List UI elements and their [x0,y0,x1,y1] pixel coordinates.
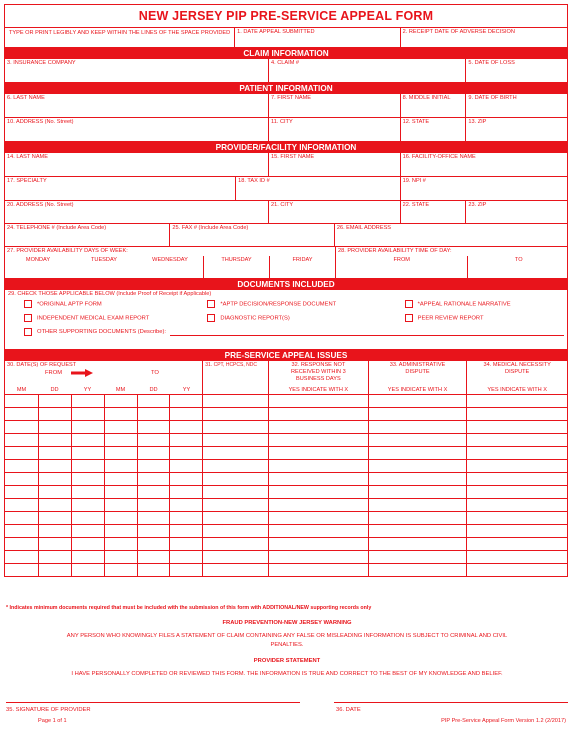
issue-cell[interactable] [137,564,170,576]
issue-cell[interactable] [169,473,202,485]
issue-cell[interactable] [268,564,368,576]
issue-cell[interactable] [104,486,137,498]
issue-cell[interactable] [38,434,71,446]
issue-cell[interactable] [466,408,567,420]
issue-cell[interactable] [104,460,137,472]
patient-first-name-field[interactable]: 7. FIRST NAME [268,94,400,117]
checkbox-original-aptp[interactable] [24,300,32,308]
issue-cell[interactable] [368,538,467,550]
label-appeal-rationale: *APPEAL RATIONALE NARRATIVE [417,301,511,308]
label-original-aptp: *ORIGINAL APTP FORM [37,301,102,308]
issue-cell[interactable] [368,525,467,537]
fraud-warning-text-2: PENALTIES. [270,642,304,648]
issue-cell[interactable] [38,395,71,407]
issue-cell[interactable] [368,408,467,420]
issue-cell[interactable] [5,499,38,511]
label-peer-review: PEER REVIEW REPORT [417,315,484,322]
issue-cell[interactable] [169,564,202,576]
issue-row [5,472,567,485]
issue-cell[interactable] [5,408,38,420]
issue-cell[interactable] [104,447,137,459]
issue-row [5,433,567,446]
issue-cell[interactable] [5,395,38,407]
day-thursday[interactable]: THURSDAY [203,256,269,278]
issue-cell[interactable] [5,434,38,446]
issue-cell[interactable] [466,447,567,459]
day-tuesday[interactable]: TUESDAY [90,257,117,263]
issue-row [5,537,567,550]
issue-cell[interactable] [268,447,368,459]
issue-cell[interactable] [202,447,268,459]
label-diagnostic-reports: DIAGNOSTIC REPORT(S) [220,315,290,322]
arrow-right-icon [71,369,93,377]
issue-cell[interactable] [368,473,467,485]
documents-checklist [5,289,567,349]
claim-number-field[interactable]: 4. CLAIM # [268,59,465,82]
provider-facility-heading: PROVIDER/FACILITY INFORMATION [5,141,567,152]
provider-address-field[interactable]: 20. ADDRESS (No. Street) [7,202,74,208]
issue-cell[interactable] [466,434,567,446]
issue-cell[interactable] [5,486,38,498]
issue-cell[interactable] [137,447,170,459]
issue-row [5,459,567,472]
issue-cell[interactable] [202,486,268,498]
issue-cell[interactable] [202,434,268,446]
issue-cell[interactable] [5,512,38,524]
yes-indicate-34: YES INDICATE WITH X [487,387,547,393]
response-not-received-header [268,361,368,394]
label-other-documents: OTHER SUPPORTING DOCUMENTS (Describe): [37,329,167,335]
issue-cell[interactable] [169,486,202,498]
date-appeal-submitted-field[interactable]: 1. DATE APPEAL SUBMITTED [234,28,399,47]
issue-cell[interactable] [137,421,170,433]
issue-cell[interactable] [202,551,268,563]
issue-cell[interactable] [368,499,467,511]
signature-label: 35. SIGNATURE OF PROVIDER [6,707,91,713]
issue-cell[interactable] [202,525,268,537]
issue-row [5,407,567,420]
form-title: NEW JERSEY PIP PRE-SERVICE APPEAL FORM [138,9,434,23]
medical-necessity-header [466,361,567,394]
day-monday[interactable]: MONDAY [25,257,51,263]
issue-cell[interactable] [368,421,467,433]
administrative-dispute-header [368,361,467,394]
col-dd-to: DD [149,387,158,393]
provider-zip-field[interactable]: 23. ZIP [465,201,567,223]
issue-cell[interactable] [38,421,71,433]
issue-cell[interactable] [202,460,268,472]
issue-cell[interactable] [268,408,368,420]
issue-cell[interactable] [169,551,202,563]
issue-cell[interactable] [268,499,368,511]
issue-cell[interactable] [71,408,104,420]
patient-middle-initial-field[interactable]: 8. MIDDLE INITIAL [400,94,466,117]
label-ime-report: INDEPENDENT MEDICAL EXAM REPORT [37,315,150,322]
issue-cell[interactable] [137,460,170,472]
date-of-loss-field[interactable]: 5. DATE OF LOSS [465,59,567,82]
issue-cell[interactable] [104,564,137,576]
issue-cell[interactable] [368,460,467,472]
fraud-warning-text-1: ANY PERSON WHO KNOWINGLY FILES A STATEMENT OF CLAIM CONTAINING ANY FALSE OR MISLEADING INFORMATION IS SUBJECT TO CRIMINAL AND CIVIL [66,633,508,639]
issue-cell[interactable] [202,499,268,511]
issue-cell[interactable] [137,525,170,537]
provider-statement-text: I HAVE PERSONALLY COMPLETED OR REVIEWED THIS FORM. THE INFORMATION IS TRUE AND CORRECT TO THE BEST OF MY KNOWLEDGE AND BELIEF. [71,671,503,677]
issue-cell[interactable] [466,473,567,485]
issue-cell[interactable] [202,538,268,550]
required-documents-note: * Indicates minimum documents required that must be included with the submission of this form with ADDITIONAL/NEW supporting records only [6,605,372,611]
issue-cell[interactable] [268,460,368,472]
issue-cell[interactable] [104,512,137,524]
to-label: TO [151,370,159,376]
issue-row [5,498,567,511]
issue-cell[interactable] [5,473,38,485]
issue-cell[interactable] [466,395,567,407]
issue-row [5,563,567,576]
issue-cell[interactable] [5,460,38,472]
documents-instructions: 29. CHECK THOSE APPLICABLE BELOW (Include Proof of Receipt if Applicable) [8,291,212,297]
fax-field[interactable]: 25. FAX # (Include Area Code) [169,224,333,246]
issue-cell[interactable] [466,499,567,511]
issue-row [5,550,567,563]
issue-cell[interactable] [5,538,38,550]
response-not-received-label: 32. RESPONSE NOT RECEIVED WITHIN 3 BUSINESS DAYS [291,362,346,382]
time-from-field[interactable]: FROM [393,257,410,263]
date-line[interactable] [334,702,568,703]
issue-row [5,420,567,433]
issue-cell[interactable] [104,499,137,511]
appeal-issues-heading: PRE-SERVICE APPEAL ISSUES [5,349,567,360]
availability-time-label: 28. PROVIDER AVAILABILITY TIME OF DAY: [338,248,452,254]
issue-cell[interactable] [104,434,137,446]
issue-cell[interactable] [38,564,71,576]
issue-cell[interactable] [169,538,202,550]
issue-cell[interactable] [38,473,71,485]
checkbox-diagnostic-reports[interactable] [207,314,215,322]
issue-cell[interactable] [368,512,467,524]
issue-cell[interactable] [104,525,137,537]
medical-necessity-label: 34. MEDICAL NECESSITY DISPUTE [483,362,551,375]
col-mm-to: MM [115,387,126,393]
issue-cell[interactable] [202,512,268,524]
patient-information-heading: PATIENT INFORMATION [5,82,567,93]
availability-time-group [335,247,569,278]
yes-indicate-33: YES INDICATE WITH X [387,387,448,393]
issue-cell[interactable] [169,460,202,472]
issue-cell[interactable] [71,538,104,550]
checkbox-aptp-decision[interactable] [207,300,215,308]
patient-last-name-field[interactable]: 6. LAST NAME [7,95,45,101]
issue-cell[interactable] [368,447,467,459]
issue-cell[interactable] [466,564,567,576]
issue-cell[interactable] [268,486,368,498]
issue-cell[interactable] [38,486,71,498]
from-label: FROM [45,370,63,376]
checkbox-appeal-rationale[interactable] [405,300,413,308]
issue-cell[interactable] [38,460,71,472]
issue-row [5,394,567,407]
col-yy-from: YY [83,387,92,393]
provider-state-field[interactable]: 22. STATE [400,201,466,223]
issue-row [5,446,567,459]
patient-zip-field[interactable]: 13. ZIP [465,118,567,141]
issue-cell[interactable] [104,395,137,407]
issue-row [5,511,567,524]
documents-included-heading: DOCUMENTS INCLUDED [5,278,567,289]
issue-cell[interactable] [368,551,467,563]
issue-cell[interactable] [5,421,38,433]
other-documents-line[interactable] [170,328,564,336]
provider-first-name-field[interactable]: 15. FIRST NAME [268,153,400,176]
issue-cell[interactable] [71,447,104,459]
issue-cell[interactable] [137,434,170,446]
issue-cell[interactable] [368,564,467,576]
time-to-field[interactable]: TO [467,256,569,278]
issue-cell[interactable] [71,486,104,498]
patient-city-field[interactable]: 11. CITY [268,118,400,141]
provider-last-name-field[interactable]: 14. LAST NAME [7,154,48,160]
availability-days-group [5,247,335,278]
issues-grid [5,394,567,576]
instructions-text: TYPE OR PRINT LEGIBLY AND KEEP WITHIN THE LINES OF THE SPACE PROVIDED [8,30,231,36]
fraud-warning-heading: FRAUD PREVENTION-NEW JERSEY WARNING [222,620,352,626]
tax-id-field[interactable]: 18. TAX ID # [235,177,399,200]
availability-days-label: 27. PROVIDER AVAILABILITY DAYS OF WEEK: [7,248,128,254]
issue-cell[interactable] [71,564,104,576]
issue-cell[interactable] [71,460,104,472]
checkbox-peer-review[interactable] [405,314,413,322]
issue-row [5,485,567,498]
issue-cell[interactable] [466,421,567,433]
email-field[interactable]: 26. EMAIL ADDRESS [334,224,567,246]
issue-cell[interactable] [137,408,170,420]
issue-cell[interactable] [38,408,71,420]
patient-date-of-birth-field[interactable]: 9. DATE OF BIRTH [465,94,567,117]
issue-cell[interactable] [38,525,71,537]
claim-information-heading: CLAIM INFORMATION [5,47,567,58]
issue-cell[interactable] [38,551,71,563]
issue-cell[interactable] [169,512,202,524]
issue-cell[interactable] [268,421,368,433]
date-of-request-label: 30. DATE(S) OF REQUEST [7,362,77,368]
telephone-field[interactable]: 24. TELEPHONE # (Include Area Code) [7,225,107,231]
issue-cell[interactable] [38,499,71,511]
issue-cell[interactable] [137,499,170,511]
issue-cell[interactable] [137,395,170,407]
issue-cell[interactable] [169,395,202,407]
issue-cell[interactable] [137,538,170,550]
issue-cell[interactable] [71,551,104,563]
issue-cell[interactable] [137,512,170,524]
issue-cell[interactable] [466,486,567,498]
issue-cell[interactable] [137,551,170,563]
issue-cell[interactable] [137,473,170,485]
issue-cell[interactable] [268,538,368,550]
issue-cell[interactable] [71,395,104,407]
col-yy-to: YY [182,387,191,393]
issue-cell[interactable] [268,395,368,407]
issue-cell[interactable] [104,538,137,550]
issue-cell[interactable] [38,538,71,550]
issue-cell[interactable] [104,551,137,563]
issue-cell[interactable] [5,564,38,576]
issue-cell[interactable] [202,473,268,485]
issue-cell[interactable] [38,447,71,459]
page-number: Page 1 of 1 [38,718,67,724]
issue-cell[interactable] [169,447,202,459]
issue-cell[interactable] [71,499,104,511]
issue-row [5,524,567,537]
issue-cell[interactable] [466,538,567,550]
issue-cell[interactable] [268,434,368,446]
issue-cell[interactable] [169,499,202,511]
issue-cell[interactable] [169,525,202,537]
facility-office-name-field[interactable]: 16. FACILITY-OFFICE NAME [400,153,567,176]
issue-cell[interactable] [71,473,104,485]
issue-cell[interactable] [71,421,104,433]
issue-cell[interactable] [104,408,137,420]
issue-cell[interactable] [202,395,268,407]
issue-cell[interactable] [268,551,368,563]
issue-cell[interactable] [368,486,467,498]
checkbox-other-documents[interactable] [24,328,32,336]
issue-cell[interactable] [169,434,202,446]
administrative-dispute-label: 33. ADMINISTRATIVE DISPUTE [389,362,446,375]
issue-cell[interactable] [466,551,567,563]
issue-cell[interactable] [38,512,71,524]
provider-city-field[interactable]: 21. CITY [268,201,400,223]
issue-cell[interactable] [71,434,104,446]
specialty-field[interactable]: 17. SPECIALTY [7,178,47,184]
issue-cell[interactable] [104,421,137,433]
signature-date-label: 36. DATE [336,707,361,713]
patient-address-field[interactable]: 10. ADDRESS (No. Street) [7,119,74,125]
issue-cell[interactable] [368,395,467,407]
issue-cell[interactable] [202,564,268,576]
issue-cell[interactable] [268,512,368,524]
signature-line[interactable] [6,702,300,703]
day-friday[interactable]: FRIDAY [269,256,335,278]
label-aptp-decision: *APTP DECISION/RESPONSE DOCUMENT [220,301,337,308]
issue-cell[interactable] [137,486,170,498]
issue-cell[interactable] [5,525,38,537]
issue-cell[interactable] [466,525,567,537]
issue-cell[interactable] [202,421,268,433]
form-version: PIP Pre-Service Appeal Form Version 1.2 (2/2017) [441,718,566,724]
issue-cell[interactable] [466,460,567,472]
day-wednesday[interactable]: WEDNESDAY [152,257,188,263]
npi-field[interactable]: 19. NPI # [400,177,567,200]
yes-indicate-32: YES INDICATE WITH X [288,387,349,393]
issue-cell[interactable] [71,512,104,524]
issue-cell[interactable] [169,421,202,433]
issue-cell[interactable] [268,473,368,485]
issue-cell[interactable] [268,525,368,537]
cpt-code-header: 31. CPT, HCPCS, NDC [202,361,268,394]
col-dd-from: DD [50,387,59,393]
checkbox-ime-report[interactable] [24,314,32,322]
issue-cell[interactable] [368,434,467,446]
col-mm-from: MM [16,387,27,393]
receipt-date-adverse-decision-field[interactable]: 2. RECEIPT DATE OF ADVERSE DECISION [400,28,567,47]
issue-cell[interactable] [202,408,268,420]
issue-cell[interactable] [71,525,104,537]
issue-cell[interactable] [466,512,567,524]
issue-cell[interactable] [5,551,38,563]
appeal-form [4,4,568,577]
date-of-request-header [5,361,202,394]
patient-state-field[interactable]: 12. STATE [400,118,466,141]
issue-cell[interactable] [104,473,137,485]
issue-cell[interactable] [169,408,202,420]
insurance-company-field[interactable]: 3. INSURANCE COMPANY [7,60,76,66]
provider-statement-heading: PROVIDER STATEMENT [253,658,321,664]
issue-cell[interactable] [5,447,38,459]
